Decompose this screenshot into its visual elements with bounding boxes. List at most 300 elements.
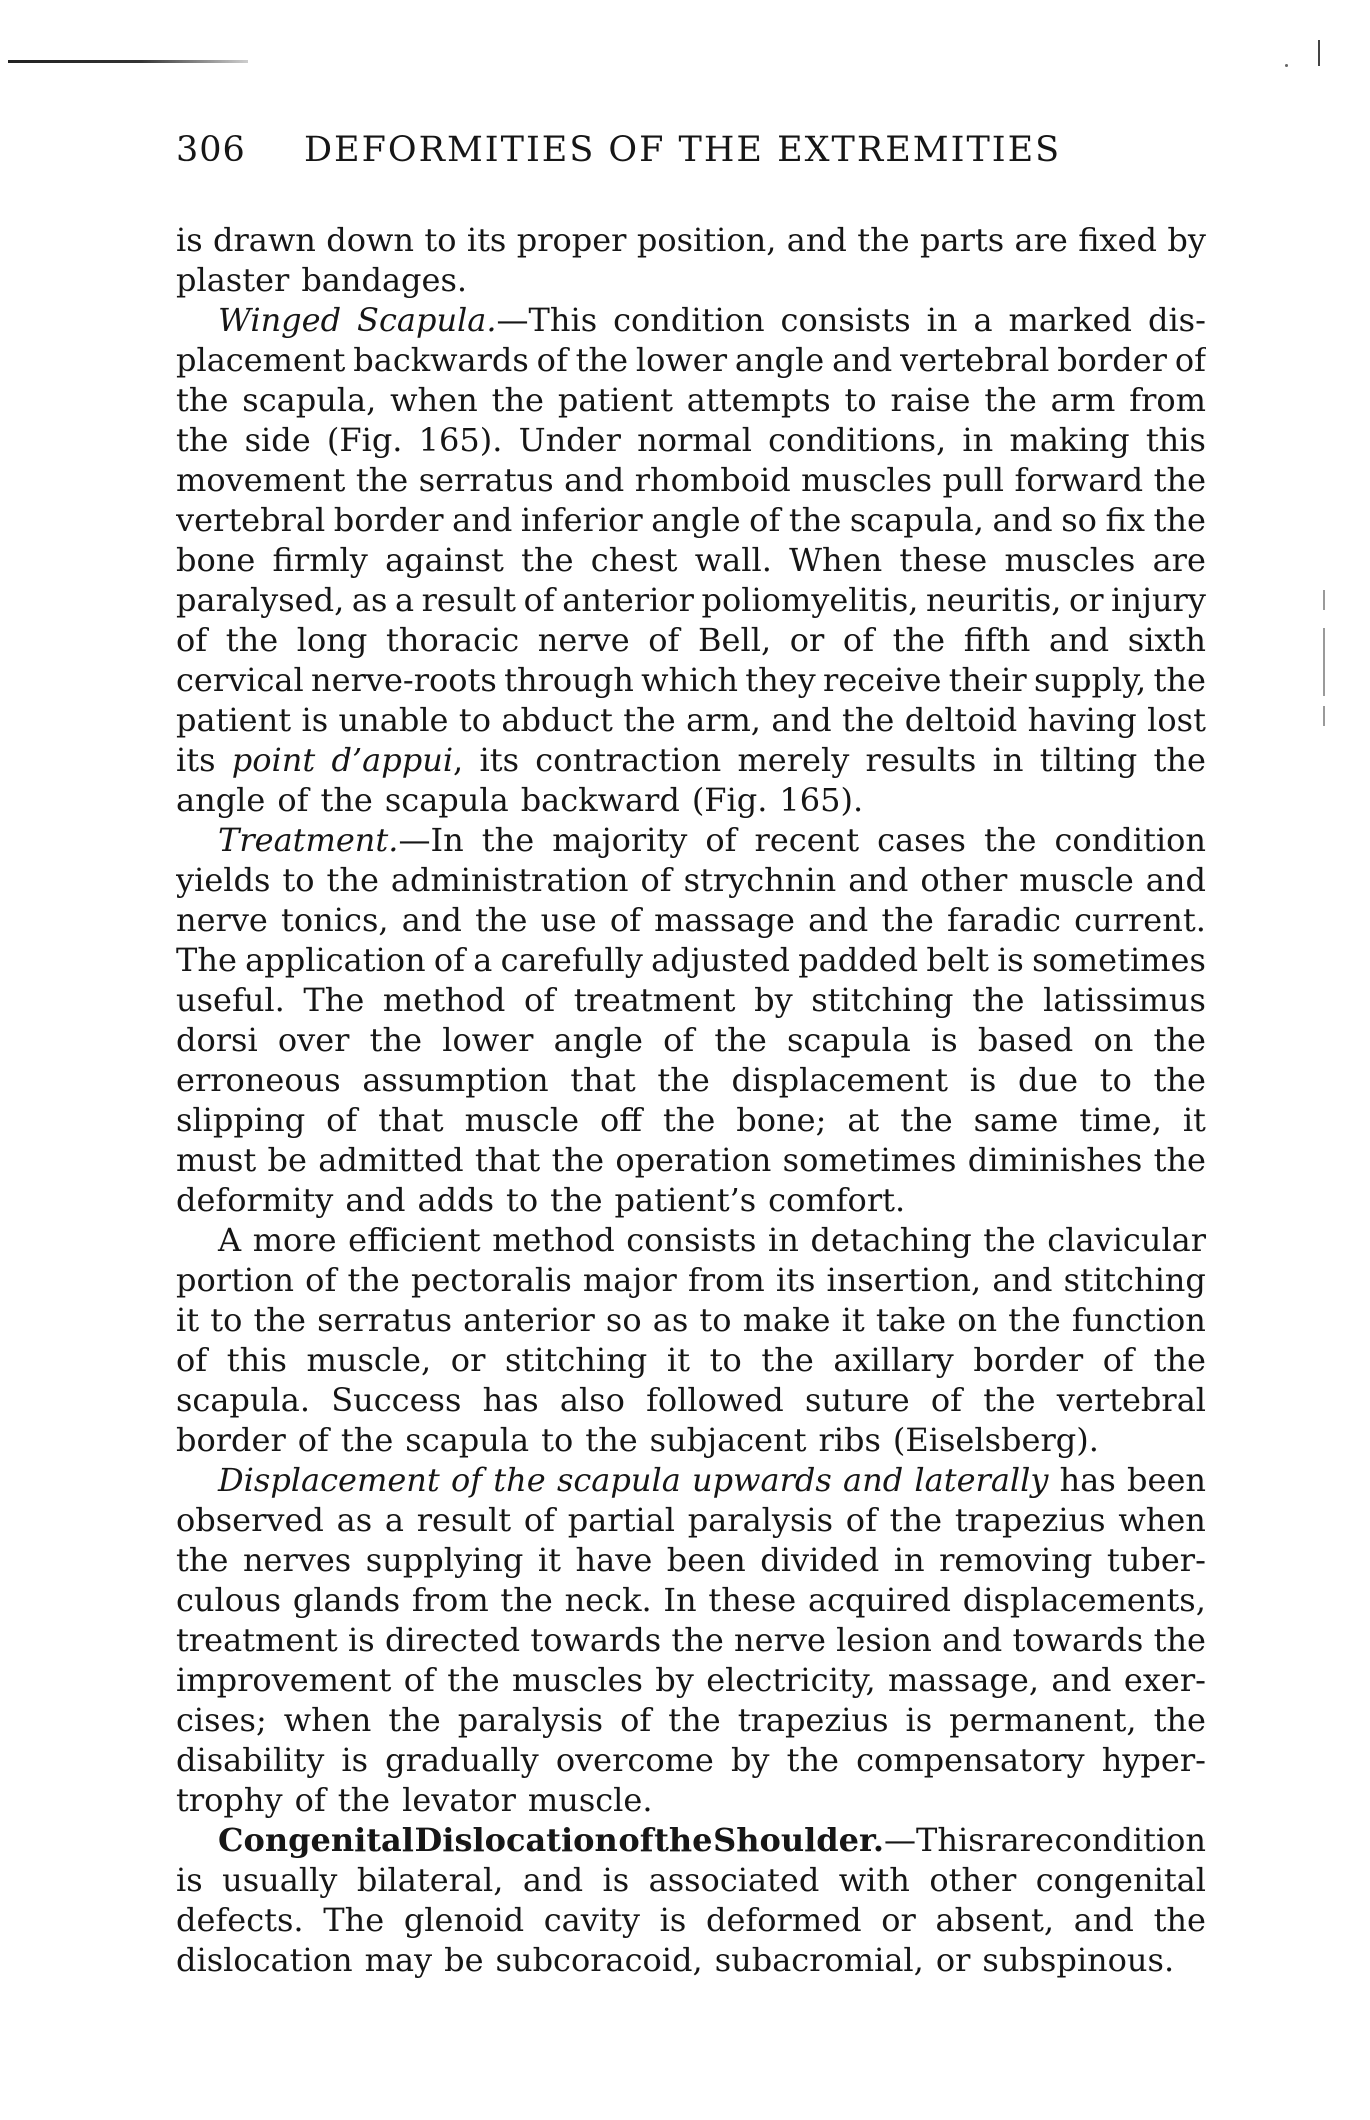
- word: marked: [1008, 301, 1132, 339]
- word-group: [927, 300, 958, 340]
- word: or: [935, 1941, 971, 1979]
- word-group: [964, 620, 1031, 660]
- word: and: [345, 1181, 406, 1219]
- word-group: [818, 1420, 880, 1460]
- word-group: [1043, 980, 1206, 1020]
- word: rare: [985, 1821, 1054, 1859]
- word-group: [1167, 220, 1206, 260]
- word-group: [768, 420, 946, 460]
- text-line: [176, 220, 1206, 260]
- word-group: [463, 1300, 595, 1340]
- text-line: [176, 740, 1206, 780]
- word-group: [985, 1820, 1054, 1860]
- word-group: [176, 380, 228, 420]
- word: operation: [615, 1141, 772, 1179]
- word-group: [370, 1020, 422, 1060]
- word: to: [282, 861, 315, 899]
- word: assumption: [362, 1061, 549, 1099]
- word: poliomyelitis,: [701, 581, 919, 619]
- word-group: [576, 1540, 653, 1580]
- word: and: [992, 501, 1053, 539]
- word-group: [402, 1780, 516, 1820]
- word: subacromial,: [714, 1941, 924, 1979]
- word: result: [416, 1501, 512, 1539]
- word-group: [348, 1220, 480, 1260]
- word-group: [714, 1020, 766, 1060]
- word-group: [338, 1780, 390, 1820]
- word-group: [176, 1500, 324, 1540]
- word: in: [926, 301, 958, 339]
- word-group: [537, 340, 568, 380]
- word: on: [1093, 1021, 1134, 1059]
- word: or: [450, 1341, 486, 1379]
- word-group: [345, 1180, 405, 1220]
- word: muscles: [1004, 541, 1136, 579]
- word-group: [640, 860, 671, 900]
- word: in: [992, 741, 1024, 779]
- word: application: [245, 941, 426, 979]
- word-group: [295, 1780, 326, 1820]
- word-group: [1069, 580, 1104, 620]
- word-group: [920, 220, 1004, 260]
- word-group: [282, 860, 314, 900]
- word: the: [326, 861, 379, 899]
- word-group: [176, 1420, 286, 1460]
- word: sometimes: [782, 1141, 957, 1179]
- word-group: [1074, 1900, 1134, 1940]
- word: point: [231, 741, 316, 779]
- word-group: [1014, 460, 1143, 500]
- word: abduct: [501, 701, 613, 739]
- word: of: [609, 901, 641, 939]
- word: it: [537, 1541, 562, 1579]
- word: firmly: [272, 541, 368, 579]
- word: be: [444, 1941, 484, 1979]
- word: pectoralis: [411, 1261, 572, 1299]
- word: trophy: [176, 1781, 283, 1819]
- word-group: [517, 220, 627, 260]
- word-group: [176, 900, 268, 940]
- word-group: [1028, 700, 1137, 740]
- word: and: [771, 701, 832, 739]
- word-group: [415, 1820, 618, 1860]
- word-group: [1060, 1460, 1116, 1500]
- text-line: [176, 380, 1206, 420]
- word: scapula.: [176, 1381, 310, 1419]
- word: ,: [453, 741, 464, 779]
- word: chest: [590, 541, 678, 579]
- word: a: [384, 1501, 404, 1539]
- word: and: [1145, 861, 1206, 899]
- word: the: [521, 541, 574, 579]
- text-line: [176, 780, 1206, 820]
- word-group: [1100, 1060, 1132, 1100]
- word: (Eiselsberg).: [892, 1421, 1099, 1459]
- word-group: [776, 1260, 816, 1300]
- word-group: [176, 740, 216, 780]
- word-group: [846, 1500, 877, 1540]
- word: supply,: [1033, 661, 1147, 699]
- word-group: [1106, 500, 1145, 540]
- word-group: [528, 1780, 653, 1820]
- word: cases: [877, 821, 966, 859]
- word: the: [788, 501, 842, 539]
- word-group: [254, 1300, 306, 1340]
- word: the: [253, 1301, 306, 1339]
- word: adjusted: [651, 941, 790, 979]
- word-group: [390, 380, 478, 420]
- word: patient: [176, 701, 292, 739]
- word: of: [297, 1421, 329, 1459]
- word-group: [245, 940, 425, 980]
- text-line: [176, 1700, 1206, 1740]
- edge-bar: [1323, 590, 1325, 610]
- word: of: [930, 1381, 962, 1419]
- word-group: [699, 1300, 731, 1340]
- word: a: [394, 581, 415, 619]
- word-group: [787, 220, 847, 260]
- word-group: [745, 660, 815, 700]
- word-group: [1049, 620, 1109, 660]
- word-group: [557, 1460, 681, 1500]
- word-group: [654, 900, 795, 940]
- word-group: [613, 300, 764, 340]
- word-group: [667, 1340, 690, 1380]
- word-group: [482, 820, 534, 860]
- word-group: [176, 500, 325, 540]
- word: paralysis: [457, 1701, 604, 1739]
- word-group: [550, 1180, 602, 1220]
- word-group: [419, 460, 554, 500]
- word-group: [297, 620, 368, 660]
- word-group: [657, 1060, 709, 1100]
- word-group: [284, 1700, 372, 1740]
- word-group: [715, 1940, 924, 1980]
- word-group: [565, 1580, 652, 1620]
- text-line: [176, 620, 1206, 660]
- word-group: [970, 1060, 997, 1100]
- word-group: [687, 380, 831, 420]
- word-group: [761, 1340, 813, 1380]
- word-group: [176, 340, 345, 380]
- word: the: [481, 821, 535, 859]
- word-group: [591, 540, 678, 580]
- word: when: [283, 1701, 372, 1739]
- word: parts: [920, 221, 1005, 259]
- word-group: [842, 1300, 865, 1340]
- word: The: [303, 981, 365, 1019]
- word-group: [424, 220, 456, 260]
- word-group: [386, 620, 519, 660]
- word: to: [210, 1301, 243, 1339]
- word: from: [411, 1581, 489, 1619]
- text-line: [176, 1300, 1206, 1340]
- word-group: [301, 260, 467, 300]
- word-group: [1057, 340, 1167, 380]
- word: deformed: [705, 1901, 862, 1939]
- word: its: [466, 221, 507, 259]
- word: ribs: [818, 1421, 881, 1459]
- word-group: [1154, 1060, 1206, 1100]
- word-group: [888, 1660, 1039, 1700]
- word-group: [451, 1340, 486, 1380]
- word: faradic: [947, 901, 1061, 939]
- word: these: [708, 1581, 797, 1619]
- text-line: [176, 1940, 1206, 1980]
- word: have: [575, 1541, 653, 1579]
- text-line: [176, 660, 1206, 700]
- word-group: [760, 1540, 879, 1580]
- word-group: [787, 1020, 911, 1060]
- word-group: [893, 620, 945, 660]
- word-group: [1146, 860, 1206, 900]
- scan-dot: [1285, 64, 1288, 67]
- word-group: [326, 220, 414, 260]
- word-group: [881, 900, 933, 940]
- word: nerve: [537, 621, 630, 659]
- word-group: [176, 860, 270, 900]
- word: and: [401, 901, 462, 939]
- word-group: [176, 1660, 391, 1700]
- word: arm,: [686, 701, 761, 739]
- word: nerve: [176, 901, 268, 939]
- word-group: [738, 1700, 889, 1740]
- word-group: [176, 1700, 267, 1740]
- word: recent: [754, 821, 860, 859]
- word: majority: [552, 821, 688, 859]
- word: dis-: [1147, 301, 1206, 339]
- word-group: [890, 1500, 942, 1540]
- word-group: [560, 1380, 625, 1420]
- word-group: [1093, 1020, 1133, 1060]
- word-group: [663, 1020, 694, 1060]
- word-group: [651, 940, 790, 980]
- word-group: [978, 1020, 1073, 1060]
- word: Congenital: [218, 1821, 414, 1859]
- word: the: [714, 1021, 767, 1059]
- word-group: [667, 1540, 746, 1580]
- word: its: [775, 1261, 816, 1299]
- word: trapezius: [954, 1501, 1106, 1539]
- word-group: [983, 1380, 1035, 1420]
- word: and: [848, 861, 909, 899]
- word-group: [293, 1580, 400, 1620]
- word: subcoracoid,: [495, 1941, 703, 1979]
- word-group: [1040, 740, 1138, 780]
- word: backwards: [353, 341, 529, 379]
- word: it: [1182, 1101, 1206, 1139]
- word: of: [326, 1101, 358, 1139]
- word-group: [1127, 1460, 1206, 1500]
- word-group: [404, 1660, 435, 1700]
- word-group: [475, 1140, 540, 1180]
- word-group: [176, 1780, 283, 1820]
- word: and: [1051, 1661, 1112, 1699]
- word-group: [668, 1700, 720, 1740]
- word: the: [857, 221, 910, 259]
- word: of: [176, 1341, 208, 1379]
- word-group: [1153, 740, 1205, 780]
- word: has: [1059, 1461, 1116, 1499]
- word: their: [948, 661, 1027, 699]
- word: glands: [292, 1581, 401, 1619]
- word: massage: [654, 901, 795, 939]
- word: tilting: [1039, 741, 1138, 779]
- word: of: [294, 1781, 326, 1819]
- word: or: [789, 621, 825, 659]
- word: of: [640, 861, 672, 899]
- word-group: [558, 380, 673, 420]
- word-group: [176, 980, 285, 1020]
- word: absent,: [935, 1901, 1055, 1939]
- word-group: [771, 700, 831, 740]
- word: fifth: [963, 621, 1031, 659]
- word-group: [541, 1420, 573, 1460]
- word: make: [742, 1301, 831, 1339]
- word-group: [866, 740, 977, 780]
- word: portion: [176, 1261, 295, 1299]
- word: by: [655, 1661, 694, 1699]
- word: bone;: [736, 1101, 827, 1139]
- word: administration: [390, 861, 629, 899]
- word-group: [378, 1100, 443, 1140]
- word: the: [1153, 1901, 1206, 1939]
- word: Shoulder.: [713, 1821, 885, 1859]
- word-group: [962, 420, 993, 460]
- word: the: [1008, 1301, 1061, 1339]
- word-group: [1183, 1100, 1206, 1140]
- word: and: [522, 1861, 584, 1899]
- word: detaching: [810, 1221, 972, 1259]
- word: placement: [176, 341, 346, 379]
- word-group: [176, 780, 265, 820]
- word: is: [176, 1861, 203, 1899]
- word: consists: [626, 1221, 757, 1259]
- word-group: [1079, 1100, 1162, 1140]
- word: plaster: [176, 261, 290, 299]
- word: having: [1027, 701, 1137, 739]
- word-group: [929, 1860, 1016, 1900]
- word-group: [710, 1340, 742, 1380]
- word: the: [1153, 461, 1206, 499]
- word: dorsi: [176, 1021, 258, 1059]
- word: bilateral,: [356, 1861, 504, 1899]
- word: other: [920, 861, 1008, 899]
- word-group: [554, 1020, 643, 1060]
- page-number: 306: [176, 130, 246, 170]
- text-line: [176, 1060, 1206, 1100]
- word: lower: [442, 1021, 534, 1059]
- word: and: [1048, 621, 1110, 659]
- word: slipping: [176, 1101, 306, 1139]
- word-group: [1146, 420, 1206, 460]
- word-group: [298, 1420, 329, 1460]
- word: massage,: [888, 1661, 1039, 1699]
- word-group: [973, 300, 992, 340]
- word-group: [347, 1260, 399, 1300]
- word: by: [754, 981, 793, 1019]
- word-group: [317, 1300, 452, 1340]
- word: in: [893, 1541, 925, 1579]
- word-group: [972, 980, 1024, 1020]
- word: results: [865, 741, 977, 779]
- word-group: [512, 1660, 643, 1700]
- word: the: [662, 1101, 716, 1139]
- word-group: [176, 1860, 203, 1900]
- word: been: [666, 1541, 746, 1579]
- word-group: [920, 860, 1007, 900]
- word-group: [810, 1220, 971, 1260]
- word-group: [1064, 1260, 1206, 1300]
- word: arm: [1050, 381, 1116, 419]
- text-line: [176, 1740, 1206, 1780]
- word: the: [475, 901, 528, 939]
- word-group: [391, 860, 629, 900]
- word-group: [227, 1340, 287, 1380]
- word-group: [808, 1580, 951, 1620]
- word: merely: [737, 741, 850, 779]
- word: lesion: [836, 1621, 932, 1659]
- word-group: [983, 1220, 1035, 1260]
- word-group: [556, 1740, 714, 1780]
- word-group: [847, 1100, 879, 1140]
- word-group: [992, 1260, 1052, 1300]
- word-group: [947, 900, 1061, 940]
- word-group: [326, 1100, 357, 1140]
- running-head: DEFORMITIES OF THE EXTREMITIES: [304, 130, 1062, 170]
- word-group: [1154, 500, 1206, 540]
- word: it: [666, 1341, 690, 1379]
- word-group: [708, 1580, 796, 1620]
- word-group: [404, 1900, 524, 1940]
- word-group: [768, 1180, 905, 1220]
- word-group: [833, 1340, 953, 1380]
- word: time,: [1079, 1101, 1162, 1139]
- word-group: [530, 1620, 661, 1660]
- text-line: [176, 500, 1206, 540]
- word-group: [623, 700, 675, 740]
- word-group: [388, 1700, 440, 1740]
- word: are: [1152, 541, 1206, 579]
- word: border: [176, 1421, 286, 1459]
- word-group: [385, 1740, 539, 1780]
- word: hyper-: [1101, 1741, 1206, 1779]
- word: displacement: [731, 1061, 949, 1099]
- word-group: [1051, 380, 1116, 420]
- word-group: [935, 1900, 1054, 1940]
- word: latissimus: [1043, 981, 1206, 1019]
- word-group: [538, 1540, 561, 1580]
- word-group: [552, 1140, 604, 1180]
- word: that: [474, 1141, 541, 1179]
- word-group: [552, 820, 687, 860]
- word: conditions,: [768, 421, 947, 459]
- word: the: [654, 1821, 713, 1859]
- word: supplying: [365, 1541, 524, 1579]
- word: comfort.: [768, 1181, 906, 1219]
- word: bone: [176, 541, 256, 579]
- word-group: [395, 580, 414, 620]
- word: is: [659, 1901, 687, 1939]
- word-group: [332, 740, 464, 780]
- word: function: [1071, 1301, 1206, 1339]
- word: from: [1129, 381, 1206, 419]
- word: congenital: [1035, 1861, 1206, 1899]
- word: by: [730, 1741, 770, 1779]
- word-group: [1154, 1340, 1206, 1380]
- word: belt: [926, 941, 989, 979]
- word: treatment: [176, 1621, 338, 1659]
